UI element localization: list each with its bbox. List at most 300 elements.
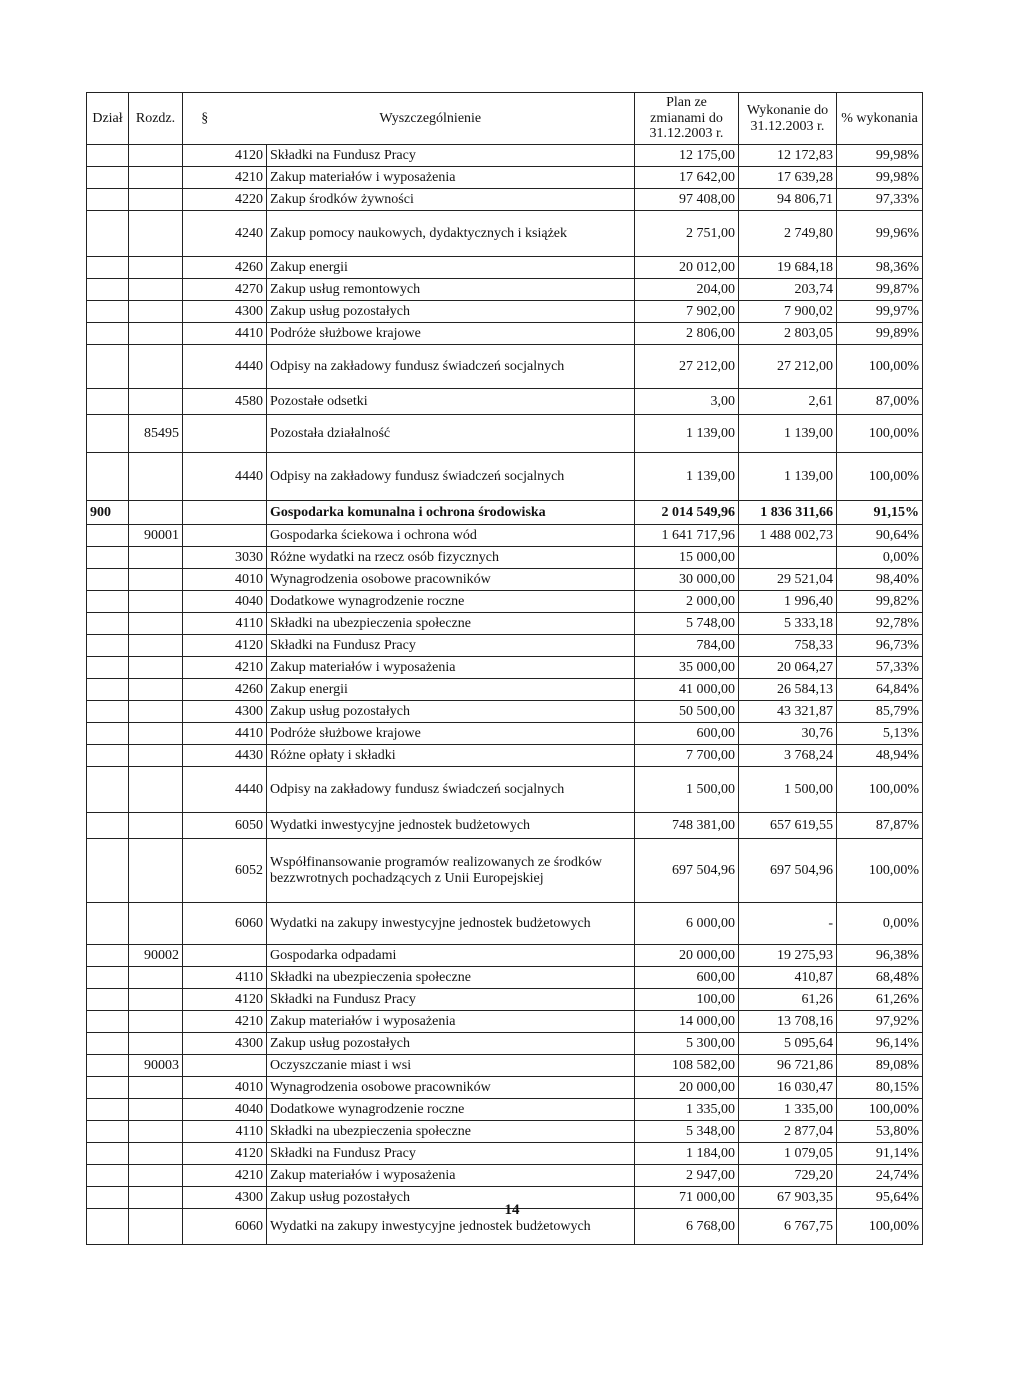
cell-description: Pozostała działalność bbox=[267, 415, 635, 453]
cell-dzial bbox=[87, 323, 129, 345]
cell-dzial bbox=[87, 453, 129, 501]
cell-paragraph bbox=[183, 945, 267, 967]
cell-description: Różne opłaty i składki bbox=[267, 745, 635, 767]
cell-plan: 1 641 717,96 bbox=[635, 525, 739, 547]
cell-description: Gospodarka komunalna i ochrona środowiska bbox=[267, 501, 635, 525]
cell-description: Zakup środków żywności bbox=[267, 189, 635, 211]
cell-dzial bbox=[87, 635, 129, 657]
cell-rozdz bbox=[129, 745, 183, 767]
cell-description: Zakup usług pozostałych bbox=[267, 701, 635, 723]
cell-percent: 91,14% bbox=[837, 1143, 923, 1165]
cell-dzial bbox=[87, 569, 129, 591]
table-row bbox=[87, 839, 923, 903]
cell-paragraph bbox=[183, 415, 267, 453]
cell-plan: 17 642,00 bbox=[635, 167, 739, 189]
cell-plan: 50 500,00 bbox=[635, 701, 739, 723]
table-row bbox=[87, 257, 923, 279]
table-row bbox=[87, 679, 923, 701]
cell-rozdz bbox=[129, 989, 183, 1011]
cell-description: Zakup energii bbox=[267, 679, 635, 701]
cell-execution: 1 139,00 bbox=[739, 453, 837, 501]
cell-rozdz: 90003 bbox=[129, 1055, 183, 1077]
cell-paragraph: 4110 bbox=[183, 613, 267, 635]
cell-plan: 2 806,00 bbox=[635, 323, 739, 345]
table-row bbox=[87, 657, 923, 679]
cell-paragraph: 6060 bbox=[183, 1209, 267, 1245]
table-row bbox=[87, 547, 923, 569]
cell-rozdz bbox=[129, 657, 183, 679]
cell-rozdz bbox=[129, 591, 183, 613]
cell-description: Zakup usług remontowych bbox=[267, 279, 635, 301]
cell-rozdz: 90001 bbox=[129, 525, 183, 547]
cell-paragraph: 4300 bbox=[183, 701, 267, 723]
table-row bbox=[87, 723, 923, 745]
table-row bbox=[87, 813, 923, 839]
cell-rozdz: 85495 bbox=[129, 415, 183, 453]
cell-description: Pozostałe odsetki bbox=[267, 389, 635, 415]
cell-percent: 87,87% bbox=[837, 813, 923, 839]
cell-plan: 20 000,00 bbox=[635, 1077, 739, 1099]
header-paragraph: § bbox=[183, 93, 227, 145]
cell-percent: 98,40% bbox=[837, 569, 923, 591]
cell-plan: 15 000,00 bbox=[635, 547, 739, 569]
cell-execution: 2 803,05 bbox=[739, 323, 837, 345]
cell-rozdz bbox=[129, 279, 183, 301]
cell-plan: 7 902,00 bbox=[635, 301, 739, 323]
table-row bbox=[87, 1011, 923, 1033]
header-dzial: Dział bbox=[87, 93, 129, 145]
cell-plan: 35 000,00 bbox=[635, 657, 739, 679]
table-row bbox=[87, 989, 923, 1011]
cell-description: Zakup materiałów i wyposażenia bbox=[267, 657, 635, 679]
cell-paragraph bbox=[183, 501, 267, 525]
cell-description: Zakup energii bbox=[267, 257, 635, 279]
cell-description: Gospodarka odpadami bbox=[267, 945, 635, 967]
cell-plan: 14 000,00 bbox=[635, 1011, 739, 1033]
cell-paragraph: 4260 bbox=[183, 257, 267, 279]
cell-dzial bbox=[87, 211, 129, 257]
cell-execution: 1 996,40 bbox=[739, 591, 837, 613]
table-row bbox=[87, 211, 923, 257]
cell-description: Wynagrodzenia osobowe pracowników bbox=[267, 1077, 635, 1099]
cell-rozdz bbox=[129, 613, 183, 635]
budget-table bbox=[86, 92, 923, 1245]
cell-execution: 26 584,13 bbox=[739, 679, 837, 701]
cell-rozdz bbox=[129, 501, 183, 525]
cell-percent: 100,00% bbox=[837, 345, 923, 389]
cell-dzial bbox=[87, 145, 129, 167]
cell-plan: 1 335,00 bbox=[635, 1099, 739, 1121]
cell-plan: 6 000,00 bbox=[635, 903, 739, 945]
cell-plan: 41 000,00 bbox=[635, 679, 739, 701]
cell-execution: 19 684,18 bbox=[739, 257, 837, 279]
cell-execution: 203,74 bbox=[739, 279, 837, 301]
cell-percent: 95,64% bbox=[837, 1187, 923, 1209]
cell-plan: 5 748,00 bbox=[635, 613, 739, 635]
cell-description: Dodatkowe wynagrodzenie roczne bbox=[267, 1099, 635, 1121]
cell-description: Różne wydatki na rzecz osób fizycznych bbox=[267, 547, 635, 569]
cell-dzial bbox=[87, 591, 129, 613]
cell-paragraph: 6060 bbox=[183, 903, 267, 945]
cell-dzial bbox=[87, 745, 129, 767]
table-row bbox=[87, 345, 923, 389]
cell-paragraph: 6050 bbox=[183, 813, 267, 839]
cell-execution: 19 275,93 bbox=[739, 945, 837, 967]
cell-dzial bbox=[87, 945, 129, 967]
cell-percent: 68,48% bbox=[837, 967, 923, 989]
cell-dzial: 900 bbox=[87, 501, 129, 525]
cell-rozdz bbox=[129, 679, 183, 701]
cell-plan: 100,00 bbox=[635, 989, 739, 1011]
cell-percent: 0,00% bbox=[837, 903, 923, 945]
cell-description: Zakup materiałów i wyposażenia bbox=[267, 1011, 635, 1033]
cell-plan: 30 000,00 bbox=[635, 569, 739, 591]
header-description: Wyszczególnienie bbox=[227, 93, 635, 145]
table-row bbox=[87, 453, 923, 501]
cell-dzial bbox=[87, 345, 129, 389]
cell-execution: 657 619,55 bbox=[739, 813, 837, 839]
header-percent: % wykonania bbox=[837, 93, 923, 145]
cell-paragraph: 3030 bbox=[183, 547, 267, 569]
cell-description: Dodatkowe wynagrodzenie roczne bbox=[267, 591, 635, 613]
cell-percent: 100,00% bbox=[837, 839, 923, 903]
cell-description: Zakup pomocy naukowych, dydaktycznych i książek bbox=[267, 211, 635, 257]
cell-paragraph: 4300 bbox=[183, 301, 267, 323]
cell-rozdz bbox=[129, 1165, 183, 1187]
cell-dzial bbox=[87, 903, 129, 945]
cell-paragraph: 4040 bbox=[183, 1099, 267, 1121]
cell-execution: 30,76 bbox=[739, 723, 837, 745]
cell-execution: 7 900,02 bbox=[739, 301, 837, 323]
cell-plan: 1 139,00 bbox=[635, 453, 739, 501]
cell-execution: 61,26 bbox=[739, 989, 837, 1011]
cell-paragraph: 4410 bbox=[183, 323, 267, 345]
cell-percent: 0,00% bbox=[837, 547, 923, 569]
cell-description: Wydatki inwestycyjne jednostek budżetowych bbox=[267, 813, 635, 839]
cell-execution: 1 079,05 bbox=[739, 1143, 837, 1165]
cell-dzial bbox=[87, 839, 129, 903]
cell-percent: 48,94% bbox=[837, 745, 923, 767]
cell-plan: 1 500,00 bbox=[635, 767, 739, 813]
cell-rozdz bbox=[129, 723, 183, 745]
cell-percent: 99,97% bbox=[837, 301, 923, 323]
table-row bbox=[87, 389, 923, 415]
cell-description: Współfinansowanie programów realizowanych ze środków bezzwrotnych pochadzących z Unii Europejskiej bbox=[267, 839, 635, 903]
table-row bbox=[87, 525, 923, 547]
cell-execution: 67 903,35 bbox=[739, 1187, 837, 1209]
cell-dzial bbox=[87, 613, 129, 635]
header-rozdz: Rozdz. bbox=[129, 93, 183, 145]
cell-paragraph: 4110 bbox=[183, 967, 267, 989]
cell-paragraph: 4430 bbox=[183, 745, 267, 767]
table-body bbox=[87, 145, 923, 1245]
cell-plan: 697 504,96 bbox=[635, 839, 739, 903]
cell-rozdz bbox=[129, 1077, 183, 1099]
cell-description: Składki na ubezpieczenia społeczne bbox=[267, 613, 635, 635]
cell-plan: 2 751,00 bbox=[635, 211, 739, 257]
cell-description: Zakup usług pozostałych bbox=[267, 301, 635, 323]
cell-plan: 1 184,00 bbox=[635, 1143, 739, 1165]
cell-dzial bbox=[87, 813, 129, 839]
cell-paragraph: 4440 bbox=[183, 345, 267, 389]
cell-execution: 697 504,96 bbox=[739, 839, 837, 903]
cell-paragraph: 4210 bbox=[183, 1011, 267, 1033]
cell-description: Wynagrodzenia osobowe pracowników bbox=[267, 569, 635, 591]
cell-plan: 12 175,00 bbox=[635, 145, 739, 167]
cell-execution: - bbox=[739, 903, 837, 945]
cell-percent: 64,84% bbox=[837, 679, 923, 701]
cell-dzial bbox=[87, 525, 129, 547]
cell-rozdz bbox=[129, 1143, 183, 1165]
cell-plan: 784,00 bbox=[635, 635, 739, 657]
cell-rozdz bbox=[129, 635, 183, 657]
cell-execution: 1 836 311,66 bbox=[739, 501, 837, 525]
cell-rozdz bbox=[129, 569, 183, 591]
table-row bbox=[87, 1033, 923, 1055]
cell-execution: 3 768,24 bbox=[739, 745, 837, 767]
cell-dzial bbox=[87, 1143, 129, 1165]
cell-execution: 729,20 bbox=[739, 1165, 837, 1187]
cell-rozdz bbox=[129, 839, 183, 903]
table-row bbox=[87, 279, 923, 301]
cell-percent: 97,92% bbox=[837, 1011, 923, 1033]
cell-rozdz bbox=[129, 813, 183, 839]
cell-plan: 97 408,00 bbox=[635, 189, 739, 211]
cell-plan: 2 000,00 bbox=[635, 591, 739, 613]
cell-dzial bbox=[87, 189, 129, 211]
cell-percent: 57,33% bbox=[837, 657, 923, 679]
cell-percent: 98,36% bbox=[837, 257, 923, 279]
cell-rozdz bbox=[129, 189, 183, 211]
cell-execution: 17 639,28 bbox=[739, 167, 837, 189]
cell-dzial bbox=[87, 723, 129, 745]
cell-rozdz bbox=[129, 767, 183, 813]
cell-execution: 1 139,00 bbox=[739, 415, 837, 453]
cell-percent: 96,38% bbox=[837, 945, 923, 967]
cell-description: Wydatki na zakupy inwestycyjne jednostek budżetowych bbox=[267, 1209, 635, 1245]
cell-percent: 85,79% bbox=[837, 701, 923, 723]
cell-rozdz bbox=[129, 1011, 183, 1033]
cell-execution: 1 335,00 bbox=[739, 1099, 837, 1121]
cell-percent: 53,80% bbox=[837, 1121, 923, 1143]
cell-plan: 5 348,00 bbox=[635, 1121, 739, 1143]
cell-plan: 748 381,00 bbox=[635, 813, 739, 839]
cell-execution: 12 172,83 bbox=[739, 145, 837, 167]
cell-description: Składki na Fundusz Pracy bbox=[267, 145, 635, 167]
cell-paragraph: 4010 bbox=[183, 1077, 267, 1099]
cell-description: Składki na Fundusz Pracy bbox=[267, 1143, 635, 1165]
table-row bbox=[87, 501, 923, 525]
table-row bbox=[87, 189, 923, 211]
cell-execution: 1 488 002,73 bbox=[739, 525, 837, 547]
cell-execution: 29 521,04 bbox=[739, 569, 837, 591]
page-number: 14 bbox=[504, 1202, 520, 1218]
cell-description: Wydatki na zakupy inwestycyjne jednostek budżetowych bbox=[267, 903, 635, 945]
cell-paragraph: 4120 bbox=[183, 635, 267, 657]
cell-execution: 13 708,16 bbox=[739, 1011, 837, 1033]
header-plan: Plan ze zmianami do 31.12.2003 r. bbox=[635, 93, 739, 145]
cell-plan: 6 768,00 bbox=[635, 1209, 739, 1245]
cell-execution: 2,61 bbox=[739, 389, 837, 415]
cell-execution: 5 333,18 bbox=[739, 613, 837, 635]
cell-percent: 99,98% bbox=[837, 145, 923, 167]
cell-execution bbox=[739, 547, 837, 569]
cell-dzial bbox=[87, 767, 129, 813]
cell-dzial bbox=[87, 1011, 129, 1033]
cell-plan: 1 139,00 bbox=[635, 415, 739, 453]
cell-rozdz bbox=[129, 145, 183, 167]
header-execution: Wykonanie do 31.12.2003 r. bbox=[739, 93, 837, 145]
cell-plan: 3,00 bbox=[635, 389, 739, 415]
table-row bbox=[87, 967, 923, 989]
cell-paragraph: 4440 bbox=[183, 453, 267, 501]
table-row bbox=[87, 1099, 923, 1121]
cell-dzial bbox=[87, 547, 129, 569]
cell-percent: 24,74% bbox=[837, 1165, 923, 1187]
cell-rozdz bbox=[129, 1033, 183, 1055]
table-row bbox=[87, 167, 923, 189]
cell-description: Podróże służbowe krajowe bbox=[267, 323, 635, 345]
cell-percent: 92,78% bbox=[837, 613, 923, 635]
cell-paragraph: 4120 bbox=[183, 145, 267, 167]
cell-percent: 99,87% bbox=[837, 279, 923, 301]
cell-percent: 100,00% bbox=[837, 1099, 923, 1121]
cell-rozdz bbox=[129, 257, 183, 279]
cell-dzial bbox=[87, 415, 129, 453]
cell-percent: 87,00% bbox=[837, 389, 923, 415]
table-row bbox=[87, 1121, 923, 1143]
cell-paragraph: 4410 bbox=[183, 723, 267, 745]
table-row bbox=[87, 1143, 923, 1165]
cell-paragraph: 4260 bbox=[183, 679, 267, 701]
cell-execution: 758,33 bbox=[739, 635, 837, 657]
table-row bbox=[87, 323, 923, 345]
cell-dzial bbox=[87, 1077, 129, 1099]
cell-paragraph: 4300 bbox=[183, 1187, 267, 1209]
cell-dzial bbox=[87, 989, 129, 1011]
cell-dzial bbox=[87, 389, 129, 415]
cell-description: Składki na ubezpieczenia społeczne bbox=[267, 1121, 635, 1143]
table-row bbox=[87, 945, 923, 967]
cell-description: Podróże służbowe krajowe bbox=[267, 723, 635, 745]
table-row bbox=[87, 1077, 923, 1099]
cell-description: Składki na Fundusz Pracy bbox=[267, 989, 635, 1011]
cell-paragraph: 4220 bbox=[183, 189, 267, 211]
cell-plan: 2 947,00 bbox=[635, 1165, 739, 1187]
cell-paragraph: 4040 bbox=[183, 591, 267, 613]
table-row bbox=[87, 745, 923, 767]
cell-paragraph: 4300 bbox=[183, 1033, 267, 1055]
cell-execution: 1 500,00 bbox=[739, 767, 837, 813]
cell-dzial bbox=[87, 679, 129, 701]
cell-rozdz bbox=[129, 701, 183, 723]
cell-execution: 6 767,75 bbox=[739, 1209, 837, 1245]
cell-plan: 7 700,00 bbox=[635, 745, 739, 767]
cell-description: Oczyszczanie miast i wsi bbox=[267, 1055, 635, 1077]
cell-plan: 20 000,00 bbox=[635, 945, 739, 967]
cell-dzial bbox=[87, 967, 129, 989]
cell-description: Gospodarka ściekowa i ochrona wód bbox=[267, 525, 635, 547]
cell-percent: 91,15% bbox=[837, 501, 923, 525]
header-row bbox=[87, 93, 923, 145]
cell-dzial bbox=[87, 701, 129, 723]
cell-paragraph: 4120 bbox=[183, 1143, 267, 1165]
cell-percent: 100,00% bbox=[837, 767, 923, 813]
cell-percent: 90,64% bbox=[837, 525, 923, 547]
cell-paragraph: 6052 bbox=[183, 839, 267, 903]
cell-percent: 96,14% bbox=[837, 1033, 923, 1055]
cell-dzial bbox=[87, 301, 129, 323]
cell-description: Zakup materiałów i wyposażenia bbox=[267, 1165, 635, 1187]
cell-plan: 71 000,00 bbox=[635, 1187, 739, 1209]
cell-plan: 20 012,00 bbox=[635, 257, 739, 279]
cell-percent: 100,00% bbox=[837, 1209, 923, 1245]
cell-execution: 2 877,04 bbox=[739, 1121, 837, 1143]
cell-percent: 99,96% bbox=[837, 211, 923, 257]
cell-execution: 27 212,00 bbox=[739, 345, 837, 389]
cell-plan: 2 014 549,96 bbox=[635, 501, 739, 525]
cell-plan: 204,00 bbox=[635, 279, 739, 301]
cell-description: Składki na ubezpieczenia społeczne bbox=[267, 967, 635, 989]
cell-dzial bbox=[87, 1165, 129, 1187]
cell-dzial bbox=[87, 1055, 129, 1077]
cell-description: Zakup materiałów i wyposażenia bbox=[267, 167, 635, 189]
cell-rozdz bbox=[129, 1121, 183, 1143]
cell-dzial bbox=[87, 257, 129, 279]
table-row bbox=[87, 613, 923, 635]
cell-percent: 89,08% bbox=[837, 1055, 923, 1077]
cell-percent: 96,73% bbox=[837, 635, 923, 657]
cell-execution: 94 806,71 bbox=[739, 189, 837, 211]
table-row bbox=[87, 1165, 923, 1187]
cell-plan: 27 212,00 bbox=[635, 345, 739, 389]
cell-paragraph bbox=[183, 525, 267, 547]
cell-execution: 20 064,27 bbox=[739, 657, 837, 679]
cell-description: Odpisy na zakładowy fundusz świadczeń socjalnych bbox=[267, 453, 635, 501]
cell-dzial bbox=[87, 1099, 129, 1121]
table-row bbox=[87, 903, 923, 945]
cell-dzial bbox=[87, 167, 129, 189]
cell-rozdz bbox=[129, 547, 183, 569]
table-row bbox=[87, 635, 923, 657]
cell-paragraph: 4120 bbox=[183, 989, 267, 1011]
cell-rozdz bbox=[129, 1099, 183, 1121]
cell-execution: 2 749,80 bbox=[739, 211, 837, 257]
cell-execution: 96 721,86 bbox=[739, 1055, 837, 1077]
cell-dzial bbox=[87, 1033, 129, 1055]
cell-rozdz bbox=[129, 967, 183, 989]
cell-percent: 5,13% bbox=[837, 723, 923, 745]
cell-paragraph: 4210 bbox=[183, 167, 267, 189]
cell-paragraph: 4210 bbox=[183, 657, 267, 679]
table-row bbox=[87, 145, 923, 167]
cell-paragraph: 4270 bbox=[183, 279, 267, 301]
cell-percent: 99,82% bbox=[837, 591, 923, 613]
cell-execution: 5 095,64 bbox=[739, 1033, 837, 1055]
cell-description: Odpisy na zakładowy fundusz świadczeń socjalnych bbox=[267, 345, 635, 389]
cell-percent: 97,33% bbox=[837, 189, 923, 211]
cell-description: Składki na Fundusz Pracy bbox=[267, 635, 635, 657]
cell-dzial bbox=[87, 279, 129, 301]
cell-plan: 5 300,00 bbox=[635, 1033, 739, 1055]
cell-paragraph: 4110 bbox=[183, 1121, 267, 1143]
cell-paragraph: 4010 bbox=[183, 569, 267, 591]
cell-plan: 600,00 bbox=[635, 967, 739, 989]
cell-rozdz bbox=[129, 453, 183, 501]
cell-paragraph: 4240 bbox=[183, 211, 267, 257]
cell-percent: 99,98% bbox=[837, 167, 923, 189]
table-row bbox=[87, 301, 923, 323]
